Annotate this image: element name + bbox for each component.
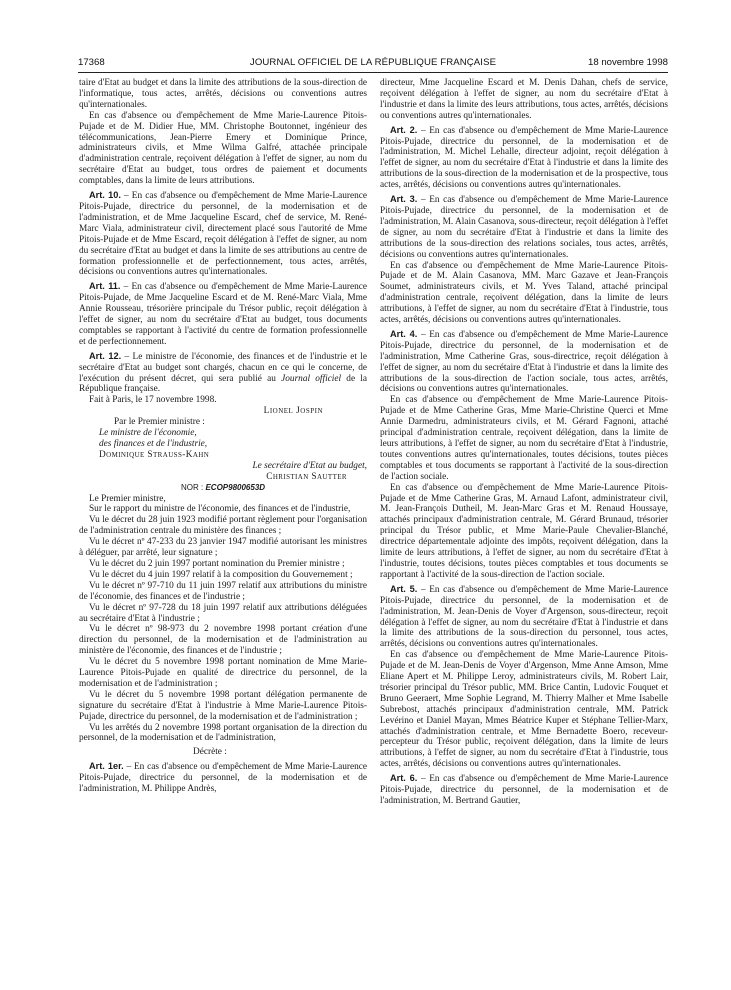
- paragraph: taire d'Etat au budget et dans la limite des attributions de la sous-direction de l'informatique, tous actes, arrêtés, décisions ou conventions autres qu'internationales.: [79, 78, 367, 110]
- header-rule: [78, 72, 668, 73]
- visa: Vu le décret du 4 juin 1997 relatif à la composition du Gouvernement ;: [89, 569, 353, 580]
- visa: Vu le décret nº 97-728 du 18 juin 1997 relatif aux attributions déléguées au secrétaire d'Etat à l'industrie ;: [79, 602, 367, 624]
- journal-title: JOURNAL OFFICIEL DE LA RÉPUBLIQUE FRANÇAISE: [249, 57, 497, 68]
- article-2: Art. 2. – En cas d'absence ou d'empêchement de Mme Marie-Laurence Pitois-Pujade, directrice du personnel, de la modernisation et de l'administration, M. Michel Lehalle, directeur adjoint, reçoit délégation à l'effet de signer, au nom du secrétaire d'Etat à l'industrie et dans la limite des attributions de la sous-direction de la modernisation et de la prospective, tous actes, arrêtés, décisions ou conventions autres qu'internationales.: [380, 124, 668, 191]
- paragraph: Le Premier ministre,: [89, 493, 166, 504]
- done-at: Fait à Paris, le 17 novembre 1998.: [89, 395, 217, 406]
- article-label: Art. 4.: [390, 328, 418, 339]
- article-label: Art. 6.: [390, 773, 418, 784]
- article-label: Art. 3.: [390, 194, 418, 205]
- signature-jospin: Lionel Jospin: [263, 406, 323, 417]
- paragraph: directeur, Mme Jacqueline Escard et M. Denis Dahan, chefs de service, reçoivent délégation à l'effet de signer, au nom du secrétaire d'Etat à l'industrie et dans la limite des leurs attributions, tous actes, arrêtés, décisions ou conventions autres qu'internationales.: [380, 78, 668, 121]
- nor-reference: NOR : ECOP9800653D: [181, 482, 266, 492]
- article-label: Art. 10.: [89, 190, 121, 201]
- article-label: Art. 11.: [89, 281, 121, 292]
- visa: Vu le décret nº 47-233 du 23 janvier 1947 modifié autorisant les ministres à déléguer, par arrêté, leur signature ;: [79, 537, 367, 559]
- article-label: Art. 12.: [89, 350, 122, 361]
- article-label: Art. 2.: [390, 124, 418, 135]
- article-4: Art. 4. – En cas d'absence ou d'empêchement de Mme Marie-Laurence Pitois-Pujade, directrice du personnel, de la modernisation et de l'administration, Mme Catherine Gras, sous-directrice, reçoit délégation à l'effet de signer, au nom du secrétaire d'Etat à l'industrie et dans la limite des attributions de la sous-direction de l'action sociale, tous actes, arrêtés, décisions ou conventions autres qu'internationales.: [380, 328, 668, 395]
- visa: Vu le décret nº 98-973 du 2 novembre 1998 portant création d'une direction du personnel, de la modernisation et de l'administration au ministère de l'économie, des finances et de l'industrie ;: [79, 624, 367, 657]
- signature-strauss-kahn: Dominique Strauss-Kahn: [99, 449, 210, 460]
- minister-title-1: Le ministre de l'économie,: [99, 428, 197, 439]
- visa: Vu le décret du 2 juin 1997 portant nomination du Premier ministre ;: [89, 558, 345, 569]
- left-column: [79, 78, 367, 795]
- by-prime-minister: Par le Premier ministre :: [114, 417, 205, 428]
- paragraph: En cas d'absence ou d'empêchement de Mme Marie-Laurence Pitois-Pujade et de M. Didier Hue, MM. Christophe Boutonnet, ingénieur des télécommunications, Jean-Pierre Emery et Dominique Prince, administrateurs civils, et Mme Wilma Galfré, attachée principale d'administration centrale, reçoivent délégation à l'effet de signer, au nom du secrétaire d'Etat au budget, tous ordres de paiement et documents comptables, dans la limite de leurs attributions.: [79, 110, 367, 187]
- paragraph: En cas d'absence ou d'empêchement de Mme Marie-Laurence Pitois-Pujade et de M. Alain Casanova, MM. Marc Gazave et Jean-François Soumet, administrateurs civils, et M. Yves Taland, attaché principal d'administration centrale, reçoivent délégation, dans la limite de leurs attributions, à l'effet de signer, au nom du secrétaire d'Etat à l'industrie, tous actes, arrêtés, décisions ou conventions autres qu'internationales.: [380, 260, 668, 326]
- minister-title-2: des finances et de l'industrie,: [99, 439, 208, 449]
- article-1: Art. 1er. – En cas d'absence ou d'empêchement de Mme Marie-Laurence Pitois-Pujade, directrice du personnel, de la modernisation et de l'administration, M. Philippe Andrès,: [79, 761, 368, 795]
- visa: Vu le décret du 5 novembre 1998 portant délégation permanente de signature du secrétaire d'Etat à l'industrie à Mme Marie-Laurence Pitois-Pujade, directrice du personnel, de la modernisation et de l'administration ;: [79, 689, 367, 722]
- article-6: Art. 6. – En cas d'absence ou d'empêchement de Mme Marie-Laurence Pitois-Pujade, directrice du personnel, de la modernisation et de l'administration, M. Bertrand Gautier,: [380, 773, 668, 806]
- issue-date: 18 novembre 1998: [587, 57, 668, 68]
- visa: Vu les arrêtés du 2 novembre 1998 portant organisation de la direction du personnel, de la modernisation et de l'administration,: [79, 722, 367, 744]
- signature-sautter: Christian Sautter: [266, 471, 347, 482]
- paragraph: En cas d'absence ou d'empêchement de Mme Marie-Laurence Pitois-Pujade et de M. Jean-Denis de Voyer d'Argenson, Mme Anne Amson, Mme Eliane Apert et M. Philippe Leroy, administrateurs civils, M. Robert Lair, trésorier principal du Trésor public, MM. Brice Cantin, Ludovic Fouquet et Bruno Geeraert, Mme Sophie Legrand, M. Thierry Malher et Mme Isabelle Subrebost, attachés principaux d'administration centrale, MM. Patrick Levérino et Daniel Mayan, Mmes Béatrice Kuper et Stéphane Tellier-Marx, attachés d'administration centrale, et Mme Bernadette Boero, receveur-percepteur du Trésor public, reçoivent délégation, dans la limite de leurs attributions, à l'effet de signer, au nom du secrétaire d'Etat à l'industrie, tous actes, arrêtés, décisions ou conventions autres qu'internationales.: [380, 650, 668, 770]
- page-number: 17368: [78, 57, 105, 68]
- article-10: Art. 10. – En cas d'absence ou d'empêchement de Mme Marie-Laurence Pitois-Pujade, directrice du personnel, de la modernisation et de l'administration, et de Mme Jacqueline Escard, chef de service, M. René-Marc Viala, administrateur civil, directement placé sous l'autorité de Mme Pitois-Pujade et de Mme Escard, reçoit délégation à l'effet de signer, au nom du secrétaire d'Etat au budget et dans la limite de ses attributions au centre de formation professionnelle et de perfectionnement, tous actes, arrêtés, décisions ou conventions autres qu'internationales.: [79, 190, 367, 278]
- article-5: Art. 5. – En cas d'absence ou d'empêchement de Mme Marie-Laurence Pitois-Pujade, directrice du personnel, de la modernisation et de l'administration, M. Jean-Denis de Voyer d'Argenson, sous-directeur, reçoit délégation à l'effet de signer, au nom du secrétaire d'Etat à l'industrie et dans la limite des attributions de la sous-direction du personnel, tous actes, arrêtés, décisions ou conventions autres qu'internationales.: [380, 583, 668, 650]
- secretary-title: Le secrétaire d'Etat au budget,: [252, 460, 367, 471]
- visa: Vu le décret nº 97-710 du 11 juin 1997 relatif aux attributions du ministre de l'économie, des finances et de l'industrie ;: [79, 580, 367, 602]
- visa: Sur le rapport du ministre de l'économie, des finances et de l'industrie,: [89, 504, 351, 515]
- article-11: Art. 11. – En cas d'absence ou d'empêchement de Mme Marie-Laurence Pitois-Pujade, de Mme Jacqueline Escard et de M. René-Marc Viala, Mme Annie Rousseau, trésorière principale du Trésor public, reçoit délégation à l'effet de signer, au nom du secrétaire d'Etat au budget, tous documents comptables se rapportant à l'activité du centre de formation professionnelle et de perfectionnement.: [79, 281, 368, 347]
- article-12: Art. 12. – Le ministre de l'économie, des finances et de l'industrie et le secrétaire d'Etat au budget sont chargés, chacun en ce qui le concerne, de l'exécution du présent décret, qui sera publié au Journal officiel de la République française.: [79, 350, 368, 395]
- article-label: Art. 1er.: [89, 761, 124, 772]
- article-3: Art. 3. – En cas d'absence ou d'empêchement de Mme Marie-Laurence Pitois-Pujade, directrice du personnel, de la modernisation et de l'administration, M. Alain Casanova, sous-directeur, reçoit délégation à l'effet de signer, au nom du secrétaire d'Etat à l'industrie et dans la limite des attributions de la sous-direction des relations sociales, tous actes, arrêtés, décisions ou conventions autres qu'internationales.: [380, 194, 668, 260]
- visa: Vu le décret du 28 juin 1923 modifié portant règlement pour l'organisation de l'administration centrale du ministère des finances ;: [79, 515, 367, 537]
- page-header: [78, 57, 668, 71]
- right-column: [380, 78, 668, 807]
- paragraph: En cas d'absence ou d'empêchement de Mme Marie-Laurence Pitois-Pujade et de Mme Catherine Gras, Mme Marie-Christine Querci et Mme Annie Darmedru, administrateurs civils, et M. Gérard Fagnoni, attaché principal d'administration centrale, reçoivent délégation, dans la limite de leurs attributions, à l'effet de signer, au nom du secrétaire d'Etat à l'industrie, toutes conventions autres qu'internationales, toutes décisions, toutes pièces comptables et tous documents se rapportant à l'activité de la sous-direction de l'action sociale.: [380, 395, 668, 482]
- article-label: Art. 5.: [390, 583, 418, 594]
- paragraph: En cas d'absence ou d'empêchement de Mme Marie-Laurence Pitois-Pujade et de Mme Catherine Gras, M. Arnaud Lafont, administrateur civil, M. Jean-François Dutheil, M. Jean-Marc Gras et M. Renaud Houssaye, attachés principaux d'administration centrale, M. Gérard Brunaud, trésorier principal du Trésor public, et Mme Marie-Paule Chevalier-Blanché, directrice départementale adjointe des impôts, reçoivent délégation, dans la limite de leurs attributions, à l'effet de signer, au nom du secrétaire d'Etat à l'industrie, toutes décisions, toutes pièces comptables et tous documents se rapportant à l'activité de la sous-direction de l'action sociale.: [380, 482, 668, 580]
- visa: Vu le décret du 5 novembre 1998 portant nomination de Mme Marie-Laurence Pitois-Pujade en qualité de directrice du personnel, de la modernisation et de l'administration ;: [79, 657, 367, 689]
- decrete: Décrète :: [193, 747, 227, 758]
